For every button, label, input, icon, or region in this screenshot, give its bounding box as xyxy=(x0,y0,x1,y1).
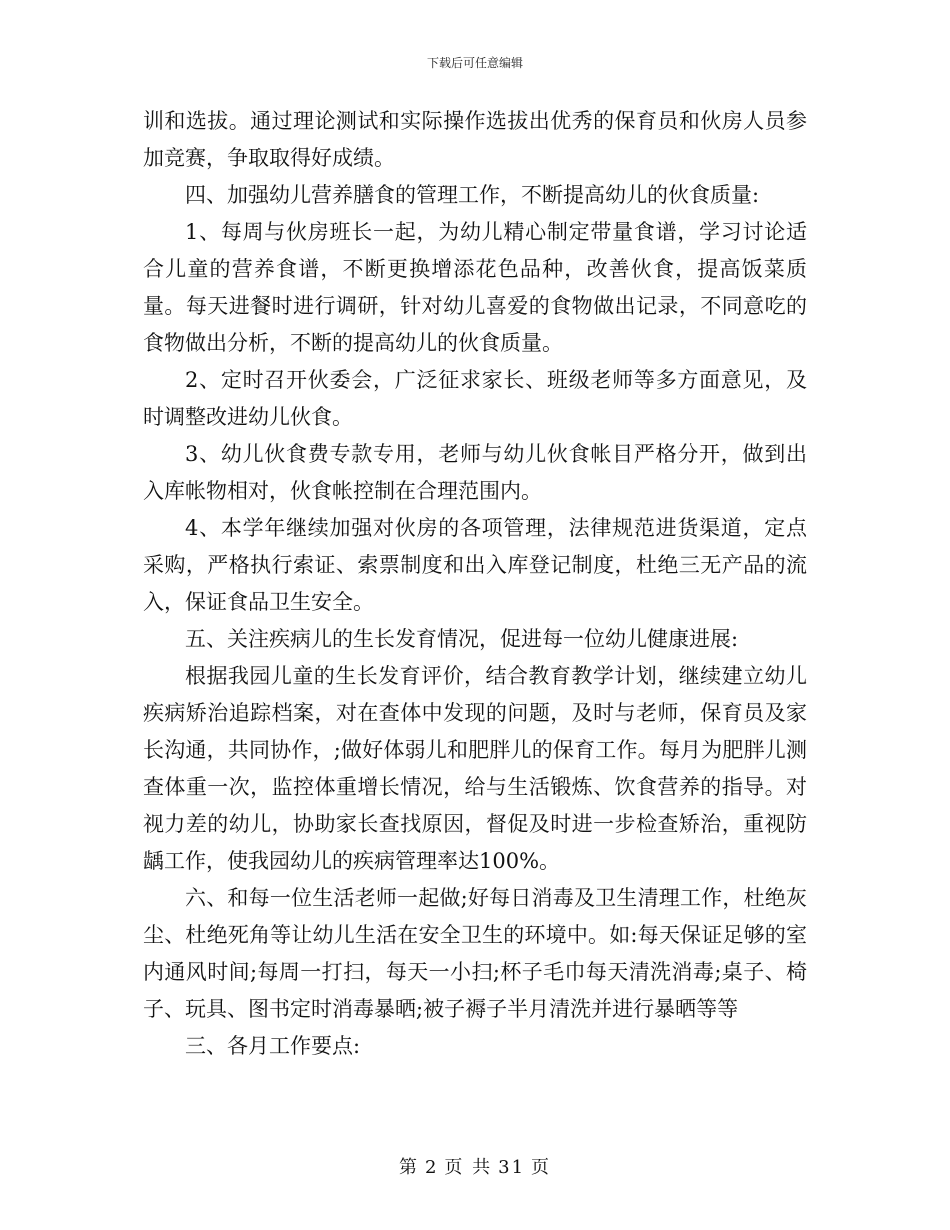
footer-middle: 页 共 xyxy=(444,1157,493,1178)
paragraph: 3、幼儿伙食费专款专用，老师与幼儿伙食帐目严格分开，做到出入库帐物相对，伙食帐控制在合理范围内。 xyxy=(143,442,807,503)
footer-suffix: 页 xyxy=(531,1157,552,1178)
paragraph: 六、和每一位生活老师一起做;好每日消毒及卫生清理工作，杜绝灰尘、杜绝死角等让幼儿生活在安全卫生的环境中。如:每天保证足够的室内通风时间;每周一打扫，每天一小扫;杯子毛巾每天清洗消毒;桌子、椅子、玩具、图书定时消毒暴晒;被子褥子半月清洗并进行暴晒等等 xyxy=(143,886,807,1021)
section-heading: 四、加强幼儿营养膳食的管理工作，不断提高幼儿的伙食质量: xyxy=(185,183,760,207)
document-body xyxy=(143,103,807,1065)
paragraph: 4、本学年继续加强对伙房的各项管理，法律规范进货渠道，定点采购，严格执行索证、索票制度和出入库登记制度，杜绝三无产品的流入，保证食品卫生安全。 xyxy=(143,516,807,614)
header-note: 下载后可任意编辑 xyxy=(426,56,523,70)
section-heading: 三、各月工作要点: xyxy=(185,1034,361,1058)
footer-total-pages: 31 xyxy=(498,1157,526,1178)
footer-prefix: 第 xyxy=(398,1157,419,1178)
page-footer xyxy=(0,1153,950,1179)
section-heading: 五、关注疾病儿的生长发育情况，促进每一位幼儿健康进展: xyxy=(185,627,739,651)
paragraph: 训和选拔。通过理论测试和实际操作选拔出优秀的保育员和伙房人员参加竞赛，争取取得好成绩。 xyxy=(143,109,807,170)
paragraph: 1、每周与伙房班长一起，为幼儿精心制定带量食谱，学习讨论适合儿童的营养食谱，不断更换增添花色品种，改善伙食，提高饭菜质量。每天进餐时进行调研，针对幼儿喜爱的食物做出记录，不同意吃的食物做出分析，不断的提高幼儿的伙食质量。 xyxy=(143,220,807,355)
paragraph: 根据我园儿童的生长发育评价，结合教育教学计划，继续建立幼儿疾病矫治追踪档案，对在查体中发现的问题，及时与老师，保育员及家长沟通，共同协作，;做好体弱儿和肥胖儿的保育工作。每月为肥胖儿测查体重一次，监控体重增长情况，给与生活锻炼、饮食营养的指导。对视力差的幼儿，协助家长查找原因，督促及时进一步检查矫治，重视防龋工作，使我园幼儿的疾病管理率达100%。 xyxy=(143,664,807,873)
footer-page-number: 2 xyxy=(424,1157,439,1178)
paragraph: 2、定时召开伙委会，广泛征求家长、班级老师等多方面意见，及时调整改进幼儿伙食。 xyxy=(143,368,807,429)
